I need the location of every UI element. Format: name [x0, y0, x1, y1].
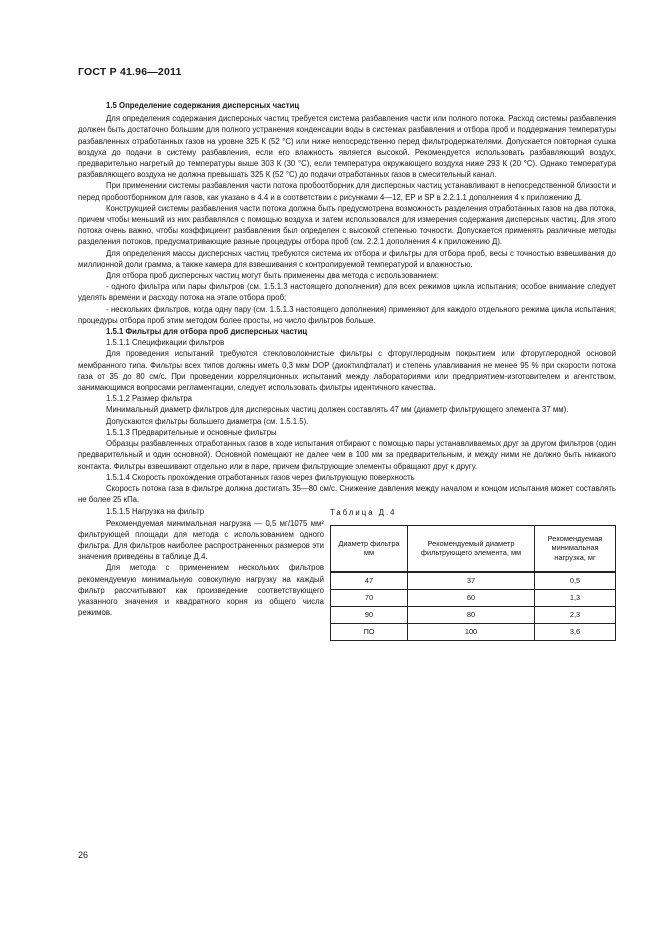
table-cell: 70 [331, 589, 408, 606]
table-cell: 60 [408, 589, 535, 606]
table-cell: ПО [331, 623, 408, 640]
list-item: - нескольких фильтров, когда одну пару (см. 1.5.1.3 настоящего дополнения) применяют для каждого отдельного режима цикла испытания; процедуры отбора проб этим методом более просты, но число фильтров больше. [78, 304, 616, 325]
paragraph: Скорость потока газа в фильтре должна достигать 35—80 см/с. Снижение давления между началом и концом испытания может составлять не более 25 кПа. [78, 483, 616, 505]
document-body [78, 100, 616, 641]
paragraph: Минимальный диаметр фильтров для дисперсных частиц должен составлять 47 мм (диаметр фильтрующего элемента 37 мм). [106, 405, 569, 415]
paragraph: Допускаются фильтры большего диаметра (см. 1.5.1.5). [106, 416, 309, 426]
table-cell: 47 [331, 572, 408, 590]
column-header: Рекомендуемый диаметр фильтрующего элемента, мм [408, 525, 535, 572]
filter-load-table [330, 525, 616, 641]
table-cell: 0,5 [535, 572, 616, 590]
clause-title: 1.5.1.2 Размер фильтра [106, 394, 192, 404]
paragraph: Конструкцией системы разбавления части потока должна быть предусмотрена возможность разделения отработанных газов на два потока, причем чтобы меньший из них разбавлялся с помощью воздуха и затем использовался для измерения содержания дисперсных частиц. Для этого потока очень важно, чтобы коэффициент разбавления был определен с высокой степенью точности. Допускается применять различные методы разделения потоков, предусматривающие разные процедуры отбора проб (см. 2.2.1 дополнения 4 к приложению Д). [78, 203, 616, 247]
clause-title: 1.5.1.3 Предварительные и основные фильтры [106, 427, 277, 437]
list-item: - одного фильтра или пары фильтров (см. 1.5.1.3 настоящего дополнения) для всех режимов цикла испытания; особое внимание следует уделять времени и расходу потока на этапе отбора проб; [78, 282, 616, 303]
paragraph: Для определения массы дисперсных частиц требуются система их отбора и фильтры для отбора проб, весы с точностью взвешивания до миллионной доли грамма, а также камера для взвешивания с контролируемой температурой и влажностью. [78, 248, 616, 269]
paragraph: Образцы разбавленных отработанных газов в ходе испытания отбирают с помощью пары устанавливаемых друг за другом фильтров (один предварительный и один основной). Основной помещают не далее чем в 100 мм за предварительным, и между ними не должно быть никакого контакта. Фильтры взвешивают отдельно или в паре, причем фильтрующие элементы обращают друг к другу. [78, 439, 616, 471]
paragraph: Для метода с применением нескольких фильтров рекомендуемую минимальную совокупную нагрузку на каждый фильтр рассчитывают как произведение соответствующего указанного значения и квадратного корня из общего числа режимов. [78, 563, 324, 618]
clause-title: 1.5.1.4 Скорость прохождения отработанных газов через фильтрующую поверхность [106, 472, 415, 482]
table-cell: 80 [408, 606, 535, 623]
page-number: 26 [78, 850, 89, 860]
table-cell: 100 [408, 623, 535, 640]
table-cell: 2,3 [535, 606, 616, 623]
column-header: Рекомендуемая минимальная нагрузка, мг [535, 525, 616, 572]
table-cell: 90 [331, 606, 408, 623]
paragraph: Рекомендуемая минимальная нагрузка — 0,5 мг/1075 мм² фильтрующей площади для метода с использованием одного фильтра. Для фильтров наиболее распространенных размеров эти значения приведены в таблице Д.4. [78, 518, 324, 562]
left-column [78, 506, 324, 640]
table-cell: 3,6 [535, 623, 616, 640]
table-row [331, 589, 616, 606]
table-caption: Таблица Д.4 [330, 508, 397, 518]
table-cell: 37 [408, 572, 535, 590]
table-row [331, 572, 616, 590]
section-title: 1.5 Определение содержания дисперсных частиц [106, 101, 300, 110]
paragraph: Для отбора проб дисперсных частиц могут быть применены два метода с использованием: [106, 271, 439, 281]
paragraph: Для определения содержания дисперсных частиц требуется система разбавления части или полного потока. Расход системы разбавления должен быть достаточно большим для полного устранения конденсации воды в системах разбавления и отбора проб и поддержания температуры разбавленных отработанных газов на уровне 325 К (52 °С) или ниже непосредственно перед фильтродержателями. Допускается повторная сушка воздуха до подачи в систему разбавления, если его влажность является высокой. Рекомендуется использовать разбавляющий воздух, предварительно нагретый до температуры выше 303 К (30 °С), если температура окружающего воздуха ниже 293 К (20 °С). Однако температура разбавляющего воздуха не должна превышать 325 К (52 °С) до подачи отработанных газов в смесительный канал. [78, 114, 616, 180]
clause-title: 1.5.1.1 Спецификации фильтров [106, 338, 225, 348]
clause-title: 1.5.1.5 Нагрузка на фильтр [106, 507, 205, 517]
document-header: ГОСТ Р 41.96—2011 [78, 66, 182, 78]
column-header: Диаметр фильтра мм [331, 525, 408, 572]
paragraph: При применении системы разбавления части потока пробоотборник для дисперсных частиц устанавливают в непосредственной близости и перед пробоотборником для газов, как указано в 4.4 и в соответствии с рисунками 4—12, ЕР и SP в 2.2.1.1 дополнения 4 к приложению Д. [78, 181, 616, 202]
paragraph: Для проведения испытаний требуются стекловолокнистые фильтры с фторуглеродным покрытием или фторуглеродной основой мембранного типа. Фильтры всех типов должны иметь 0,3 мкм DOP (диоктилфталат) и степень улавливания не менее 95 % при скорости потока газа от 35 до 80 см/с. При проведении корреляционных испытаний между лабораториями или предприятием-изготовителем и агентством, занимающимся вопросами регламентации, следует использовать фильтры идентичного качества. [78, 349, 616, 393]
table-row [331, 623, 616, 640]
table-header-row [331, 525, 616, 572]
two-column-block [78, 506, 616, 640]
table-cell: 1,3 [535, 589, 616, 606]
table-row [331, 606, 616, 623]
subsection-title: 1.5.1 Фильтры для отбора проб дисперсных частиц [106, 327, 308, 337]
right-column [330, 506, 616, 640]
